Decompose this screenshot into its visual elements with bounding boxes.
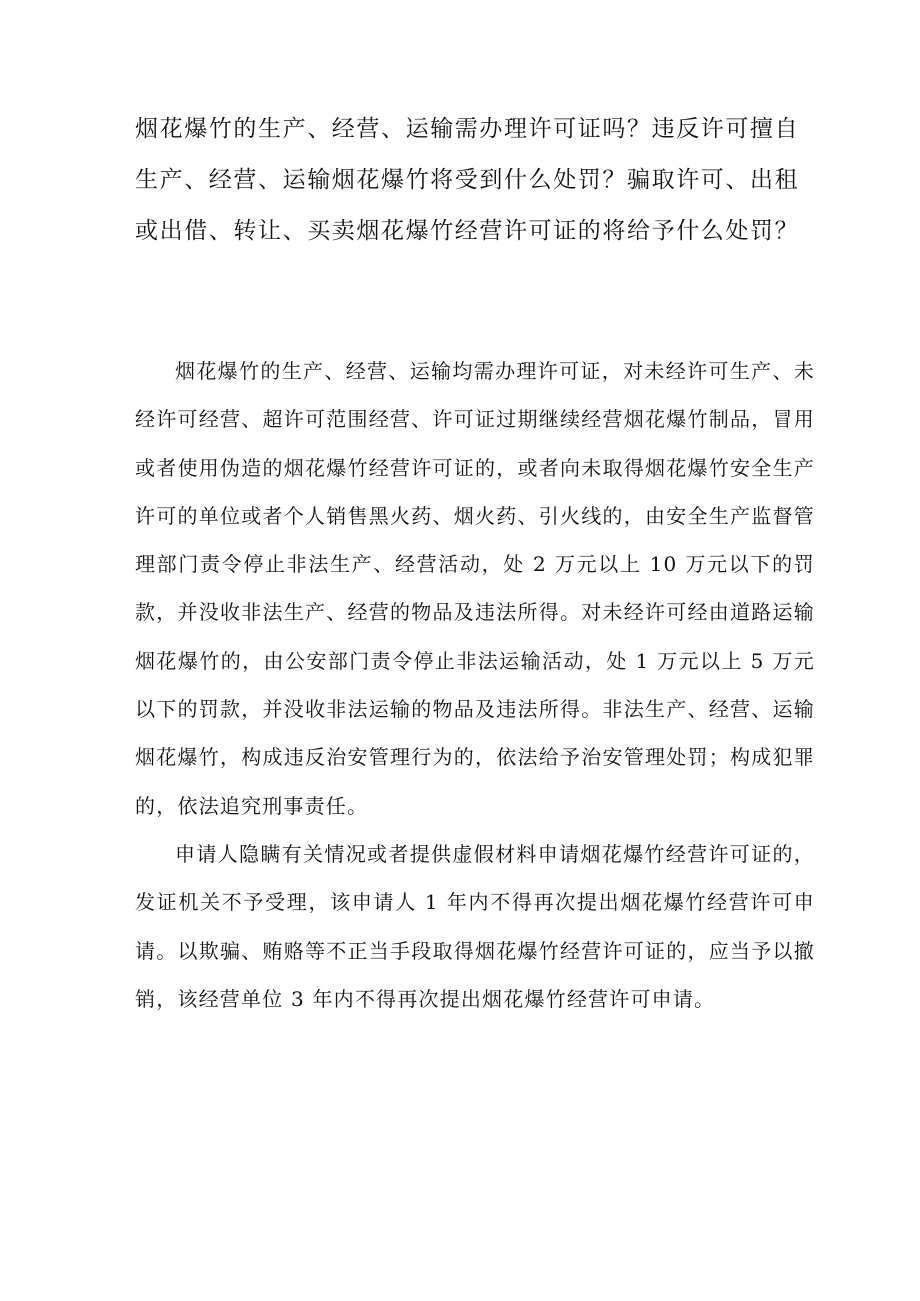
question-heading: 烟花爆竹的生产、经营、运输需办理许可证吗？违反许可擅自生产、经营、运输烟花爆竹将受到什么处罚？骗取许可、出租或出借、转让、买卖烟花爆竹经营许可证的将给予什么处罚？ xyxy=(135,116,800,244)
answer-paragraph-2: 申请人隐瞒有关情况或者提供虚假材料申请烟花爆竹经营许可证的，发证机关不予受理，该申请人 1 年内不得再次提出烟花爆竹经营许可申请。以欺骗、贿赂等不正当手段取得烟花爆竹经营许可证的，应当予以撤销，该经营单位 3 年内不得再次提出烟花爆竹经营许可申请。 xyxy=(135,841,815,1011)
answer-body xyxy=(135,347,815,1023)
answer-paragraph-1: 烟花爆竹的生产、经营、运输均需办理许可证，对未经许可生产、未经许可经营、超许可范围经营、许可证过期继续经营烟花爆竹制品，冒用或者使用伪造的烟花爆竹经营许可证的，或者向未取得烟花爆竹安全生产许可的单位或者个人销售黑火药、烟火药、引火线的，由安全生产监督管理部门责令停止非法生产、经营活动，处 2 万元以上 10 万元以下的罚款，并没收非法生产、经营的物品及违法所得。对未经许可经由道路运输烟花爆竹的，由公安部门责令停止非法运输活动，处 1 万元以上 5 万元以下的罚款，并没收非法运输的物品及违法所得。非法生产、经营、运输烟花爆竹，构成违反治安管理行为的，依法给予治安管理处罚；构成犯罪的，依法追究刑事责任。 xyxy=(135,359,815,818)
